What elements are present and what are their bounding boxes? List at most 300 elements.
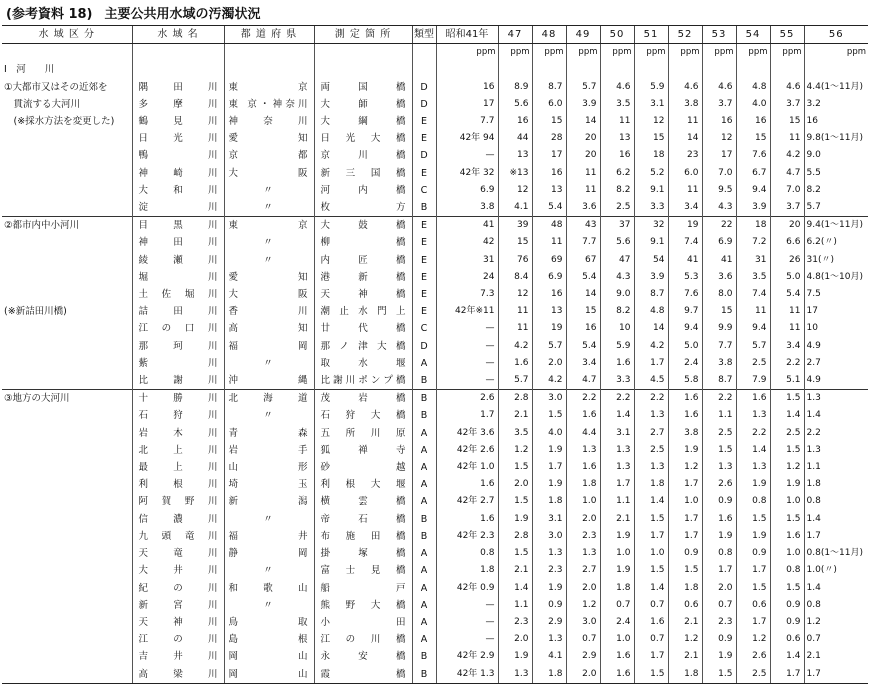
unit-label: ppm [736, 44, 770, 62]
value-cell: 3.4 [668, 199, 702, 217]
grade-cell: E [412, 130, 436, 147]
value-cell: 1.0 [770, 545, 804, 562]
value-cell: 11 [600, 113, 634, 130]
value-cell: 1.7 [668, 528, 702, 545]
grade-cell: A [412, 597, 436, 614]
water-name-cell: 石狩川 [132, 407, 224, 424]
value-cell: 44 [498, 130, 532, 147]
value-cell: 7.4 [736, 286, 770, 303]
value-cell: 2.2 [702, 390, 736, 408]
value-cell: 31(〃) [804, 252, 868, 269]
site-cell: 富士見橋 [314, 562, 412, 579]
value-cell: 1.6 [600, 648, 634, 665]
value-cell: 14 [634, 320, 668, 337]
value-cell: 2.7 [566, 562, 600, 579]
water-name-cell: 江の川 [132, 631, 224, 648]
value-cell: 3.3 [600, 372, 634, 390]
value-cell: 3.2 [804, 96, 868, 113]
grade-cell: A [412, 493, 436, 510]
value-cell: 13 [498, 147, 532, 164]
value-cell: 1.6 [736, 390, 770, 408]
value-cell: 4.6 [668, 79, 702, 96]
value-cell: 1.5 [668, 562, 702, 579]
prefecture-cell: 和歌山 [224, 580, 314, 597]
value-cell: 1.3 [804, 390, 868, 408]
site-cell: 廿代橋 [314, 320, 412, 337]
value-cell: 9.0 [600, 286, 634, 303]
value-cell: 1.0 [668, 493, 702, 510]
value-cell: 41 [702, 252, 736, 269]
value-cell: 43 [566, 217, 600, 235]
value-cell: 6.2 [600, 165, 634, 182]
site-cell: 大師橋 [314, 96, 412, 113]
value-cell: 1.9 [532, 442, 566, 459]
site-cell: 日光大橋 [314, 130, 412, 147]
value-cell: 1.6 [600, 355, 634, 372]
value-cell: 15 [770, 113, 804, 130]
value-cell: 13 [532, 182, 566, 199]
value-cell: 11 [566, 182, 600, 199]
site-cell: 小田 [314, 614, 412, 631]
unit-label: ppm [804, 44, 868, 62]
value-cell: 1.8 [532, 493, 566, 510]
site-cell: 取水堰 [314, 355, 412, 372]
value-cell: 0.7 [634, 597, 668, 614]
value-cell: 0.7 [702, 597, 736, 614]
value-cell: 2.7 [804, 355, 868, 372]
water-name-cell: 綾瀬川 [132, 252, 224, 269]
value-cell-1966: 7.7 [436, 113, 498, 130]
grade-cell: E [412, 217, 436, 235]
water-name-cell [132, 61, 224, 78]
table-row [2, 182, 868, 199]
value-cell: 5.7 [566, 79, 600, 96]
value-cell-1966: 42年 32 [436, 165, 498, 182]
grade-cell: C [412, 182, 436, 199]
value-cell: 18 [634, 147, 668, 164]
value-cell: 11 [498, 320, 532, 337]
value-cell: 1.2 [668, 631, 702, 648]
value-cell: 9.7 [668, 303, 702, 320]
prefecture-cell: 〃 [224, 597, 314, 614]
value-cell-1966: 42年 94 [436, 130, 498, 147]
value-cell: 1.9 [736, 528, 770, 545]
grade-cell: A [412, 545, 436, 562]
value-cell: 0.7 [566, 631, 600, 648]
value-cell: 4.2 [634, 338, 668, 355]
value-cell: 1.3 [634, 459, 668, 476]
value-cell [532, 61, 566, 78]
water-name-cell: 江の口川 [132, 320, 224, 337]
value-cell-1966: 1.6 [436, 476, 498, 493]
water-name-cell: 天竜川 [132, 545, 224, 562]
grade-cell: A [412, 580, 436, 597]
value-cell-1966: 17 [436, 96, 498, 113]
prefecture-cell: 島根 [224, 631, 314, 648]
value-cell: 7.9 [736, 372, 770, 390]
value-cell-1966: 24 [436, 269, 498, 286]
value-cell: 22 [702, 217, 736, 235]
document-title [6, 3, 261, 22]
value-cell: 1.9 [702, 648, 736, 665]
value-cell: 1.5 [736, 580, 770, 597]
site-cell: 布施田橋 [314, 528, 412, 545]
value-cell: 1.4 [770, 407, 804, 424]
value-cell: 12 [498, 286, 532, 303]
value-cell: 11 [770, 320, 804, 337]
value-cell: 4.8(1〜10月) [804, 269, 868, 286]
water-name-cell: 信濃川 [132, 511, 224, 528]
table-row [2, 320, 868, 337]
value-cell-1966: 42年 3.6 [436, 425, 498, 442]
value-cell: 3.1 [634, 96, 668, 113]
site-cell: 潮止水門上 [314, 303, 412, 320]
value-cell: 0.9 [770, 597, 804, 614]
water-name-cell: 紫川 [132, 355, 224, 372]
value-cell: 1.5 [770, 580, 804, 597]
site-cell: 熊野大橋 [314, 597, 412, 614]
category-cell [2, 338, 132, 355]
value-cell: 8.7 [634, 286, 668, 303]
value-cell-1966: 3.8 [436, 199, 498, 217]
value-cell: 5.7 [804, 199, 868, 217]
value-cell: 9.5 [702, 182, 736, 199]
site-cell: 新三国橋 [314, 165, 412, 182]
water-name-cell: 吉井川 [132, 648, 224, 665]
value-cell: 1.2 [566, 597, 600, 614]
value-cell: 32 [634, 217, 668, 235]
water-name-cell: 那珂川 [132, 338, 224, 355]
value-cell: 1.0 [600, 545, 634, 562]
value-cell: 15 [702, 303, 736, 320]
value-cell: 5.5 [804, 165, 868, 182]
value-cell: 11 [498, 303, 532, 320]
category-cell: 貫流する大河川 [4, 98, 81, 110]
value-cell: 0.6 [668, 597, 702, 614]
value-cell: 8.2 [600, 303, 634, 320]
water-name-cell: 目黒川 [132, 217, 224, 235]
table-row [2, 286, 868, 303]
table-row [2, 666, 868, 684]
value-cell: 11 [532, 234, 566, 251]
grade-cell: B [412, 528, 436, 545]
site-cell: 比謝川ポンプ橋 [314, 372, 412, 390]
water-name-cell: 日光川 [132, 130, 224, 147]
value-cell: 10 [600, 320, 634, 337]
table-title: 主要公共用水域の汚濁状況 [104, 7, 261, 22]
water-name-cell: 九頭竜川 [132, 528, 224, 545]
value-cell-1966: 1.8 [436, 562, 498, 579]
site-cell: 江の川橋 [314, 631, 412, 648]
value-cell: 1.9 [770, 476, 804, 493]
category-cell [2, 528, 132, 545]
value-cell: 0.9 [702, 631, 736, 648]
unit-label: ppm [532, 44, 566, 62]
value-cell: 0.7 [804, 631, 868, 648]
site-cell: 船戸 [314, 580, 412, 597]
value-cell: 2.5 [634, 442, 668, 459]
value-cell: 6.7 [736, 165, 770, 182]
grade-cell: E [412, 286, 436, 303]
value-cell: 7.5 [804, 286, 868, 303]
value-cell: 4.6 [702, 79, 736, 96]
water-name-cell: 紀の川 [132, 580, 224, 597]
prefecture-cell: 山形 [224, 459, 314, 476]
value-cell: 16 [702, 113, 736, 130]
value-cell: 1.5 [634, 511, 668, 528]
value-cell: 9.4 [668, 320, 702, 337]
value-cell: 5.6 [600, 234, 634, 251]
value-cell: 4.6 [770, 79, 804, 96]
value-cell: 1.7 [634, 528, 668, 545]
water-name-cell: 新宮川 [132, 597, 224, 614]
value-cell: 0.8(1〜11月) [804, 545, 868, 562]
grade-cell: A [412, 442, 436, 459]
value-cell: 1.3 [600, 442, 634, 459]
value-cell: 2.0 [498, 631, 532, 648]
value-cell-1966: 42年※11 [436, 303, 498, 320]
category-cell [2, 234, 132, 251]
value-cell: 18 [736, 217, 770, 235]
category-cell [2, 648, 132, 665]
value-cell: 15 [736, 130, 770, 147]
prefecture-cell: 東 京・神奈川 [224, 96, 314, 113]
value-cell: 12 [634, 113, 668, 130]
prefecture-cell: 愛知 [224, 130, 314, 147]
value-cell: 4.6 [600, 79, 634, 96]
value-cell: 0.9 [770, 614, 804, 631]
value-cell: 1.7 [600, 476, 634, 493]
value-cell: 4.3 [702, 199, 736, 217]
value-cell-1966: 31 [436, 252, 498, 269]
table-row [2, 217, 868, 235]
value-cell: 2.1 [804, 648, 868, 665]
value-cell-1966: 42年 2.3 [436, 528, 498, 545]
value-cell: 5.7 [736, 338, 770, 355]
value-cell: 47 [600, 252, 634, 269]
value-cell: 1.7 [770, 666, 804, 684]
site-cell: 京川橋 [314, 147, 412, 164]
header-year: 51 [634, 26, 668, 44]
category-cell [2, 511, 132, 528]
table-row [2, 113, 868, 130]
site-cell: 河内橋 [314, 182, 412, 199]
value-cell: 8.7 [532, 79, 566, 96]
value-cell: 16 [532, 286, 566, 303]
prefecture-cell: 東京 [224, 217, 314, 235]
value-cell [770, 61, 804, 78]
value-cell-1966: — [436, 338, 498, 355]
grade-cell [412, 61, 436, 78]
value-cell: 5.4 [566, 269, 600, 286]
grade-cell: B [412, 372, 436, 390]
value-cell: 4.9 [804, 372, 868, 390]
site-cell: 内匠橋 [314, 252, 412, 269]
value-cell: 1.2 [770, 459, 804, 476]
value-cell [498, 61, 532, 78]
grade-cell: E [412, 303, 436, 320]
table-row [2, 562, 868, 579]
value-cell [600, 61, 634, 78]
value-cell [804, 61, 868, 78]
value-cell: 9.1 [634, 234, 668, 251]
value-cell: 2.1 [498, 407, 532, 424]
category-cell [2, 545, 132, 562]
value-cell [668, 61, 702, 78]
site-cell: 那ノ津大橋 [314, 338, 412, 355]
prefecture-cell: 埼玉 [224, 476, 314, 493]
value-cell: 5.3 [668, 269, 702, 286]
header-year: 53 [702, 26, 736, 44]
value-cell: 26 [770, 252, 804, 269]
value-cell: 1.1 [702, 407, 736, 424]
value-cell-1966: 42年 0.9 [436, 580, 498, 597]
value-cell: 2.2 [736, 425, 770, 442]
value-cell: 12 [702, 130, 736, 147]
value-cell: 1.6 [702, 511, 736, 528]
unit-label: ppm [566, 44, 600, 62]
value-cell: 3.9 [736, 199, 770, 217]
value-cell: 1.8 [668, 580, 702, 597]
unit-label: ppm [770, 44, 804, 62]
value-cell [736, 61, 770, 78]
prefecture-cell: 鳥取 [224, 614, 314, 631]
table-row [2, 79, 868, 96]
category-cell [2, 199, 132, 217]
value-cell: 1.8 [668, 666, 702, 684]
category-cell [2, 269, 132, 286]
header-category: 水 域 区 分 [2, 26, 132, 44]
value-cell: 3.4 [566, 355, 600, 372]
water-name-cell: 鶴見川 [132, 113, 224, 130]
value-cell: 4.8 [736, 79, 770, 96]
category-cell [2, 407, 132, 424]
header-year: 50 [600, 26, 634, 44]
value-cell-1966: — [436, 597, 498, 614]
site-cell: 茂岩橋 [314, 390, 412, 408]
value-cell: 1.4 [600, 407, 634, 424]
prefecture-cell: 〃 [224, 199, 314, 217]
value-cell: 0.8 [804, 493, 868, 510]
value-cell: 2.0 [532, 355, 566, 372]
value-cell: 8.2 [804, 182, 868, 199]
site-cell: 両国橋 [314, 79, 412, 96]
table-row [2, 442, 868, 459]
value-cell: 8.2 [600, 182, 634, 199]
table-row [2, 476, 868, 493]
site-cell: 掛塚橋 [314, 545, 412, 562]
value-cell: 0.8 [804, 597, 868, 614]
site-cell: 永安橋 [314, 648, 412, 665]
value-cell: 7.0 [702, 165, 736, 182]
unit-label: ppm [668, 44, 702, 62]
prefecture-cell: 〃 [224, 355, 314, 372]
value-cell: 2.8 [498, 528, 532, 545]
value-cell: 3.5 [736, 269, 770, 286]
value-cell: 2.6 [736, 648, 770, 665]
value-cell: 19 [532, 320, 566, 337]
category-cell [2, 476, 132, 493]
value-cell: 2.8 [498, 390, 532, 408]
grade-cell: B [412, 511, 436, 528]
value-cell: 7.7 [702, 338, 736, 355]
value-cell-1966: 42年 1.3 [436, 666, 498, 684]
value-cell: 1.9 [736, 476, 770, 493]
value-cell-1966: 42年 1.0 [436, 459, 498, 476]
value-cell: 4.8 [634, 303, 668, 320]
value-cell: 1.3 [736, 459, 770, 476]
value-cell: 2.7 [634, 425, 668, 442]
value-cell: 0.8 [770, 562, 804, 579]
table-row [2, 165, 868, 182]
prefecture-cell: 岩手 [224, 442, 314, 459]
value-cell: 1.5 [770, 511, 804, 528]
value-cell: 1.3 [532, 631, 566, 648]
value-cell: 5.8 [668, 372, 702, 390]
value-cell: 3.1 [532, 511, 566, 528]
unit-label: ppm [498, 44, 532, 62]
site-cell: 大鼓橋 [314, 217, 412, 235]
value-cell: 1.8 [634, 476, 668, 493]
value-cell: 4.0 [532, 425, 566, 442]
value-cell: 5.2 [634, 165, 668, 182]
value-cell: 1.7 [634, 648, 668, 665]
category-cell: ①大都市又はその近郊を [4, 81, 108, 93]
value-cell: 1.2 [498, 442, 532, 459]
value-cell: 1.6 [498, 355, 532, 372]
value-cell: 5.9 [634, 79, 668, 96]
value-cell: 1.4 [498, 580, 532, 597]
site-cell: 利根大堰 [314, 476, 412, 493]
water-name-cell: 神田川 [132, 234, 224, 251]
value-cell: 1.8 [600, 580, 634, 597]
value-cell: 13 [532, 303, 566, 320]
value-cell: 1.4 [634, 580, 668, 597]
value-cell: 11 [668, 113, 702, 130]
value-cell: 0.8 [736, 493, 770, 510]
water-name-cell: 比謝川 [132, 372, 224, 390]
value-cell: 7.0 [770, 182, 804, 199]
site-cell: 柳橋 [314, 234, 412, 251]
value-cell-1966: 42 [436, 234, 498, 251]
value-cell: 7.2 [736, 234, 770, 251]
value-cell: 2.5 [770, 425, 804, 442]
value-cell: 1.7 [668, 511, 702, 528]
value-cell: 7.6 [736, 147, 770, 164]
value-cell: 1.6 [668, 407, 702, 424]
table-row [2, 407, 868, 424]
value-cell: 3.6 [566, 199, 600, 217]
value-cell [634, 61, 668, 78]
value-cell: 9.9 [702, 320, 736, 337]
value-cell: 1.3 [702, 459, 736, 476]
category-cell [2, 252, 132, 269]
value-cell: 16 [566, 320, 600, 337]
header-site: 測 定 箇 所 [314, 26, 412, 44]
value-cell: 1.5 [702, 666, 736, 684]
site-cell: 港新橋 [314, 269, 412, 286]
site-cell: 横雲橋 [314, 493, 412, 510]
value-cell: 4.1 [532, 648, 566, 665]
category-cell [2, 130, 132, 147]
site-cell [314, 61, 412, 78]
value-cell: 2.5 [736, 355, 770, 372]
value-cell: 5.0 [668, 338, 702, 355]
grade-cell: B [412, 390, 436, 408]
value-cell: 16 [498, 113, 532, 130]
value-cell: 1.9 [702, 528, 736, 545]
header-row [2, 26, 868, 44]
